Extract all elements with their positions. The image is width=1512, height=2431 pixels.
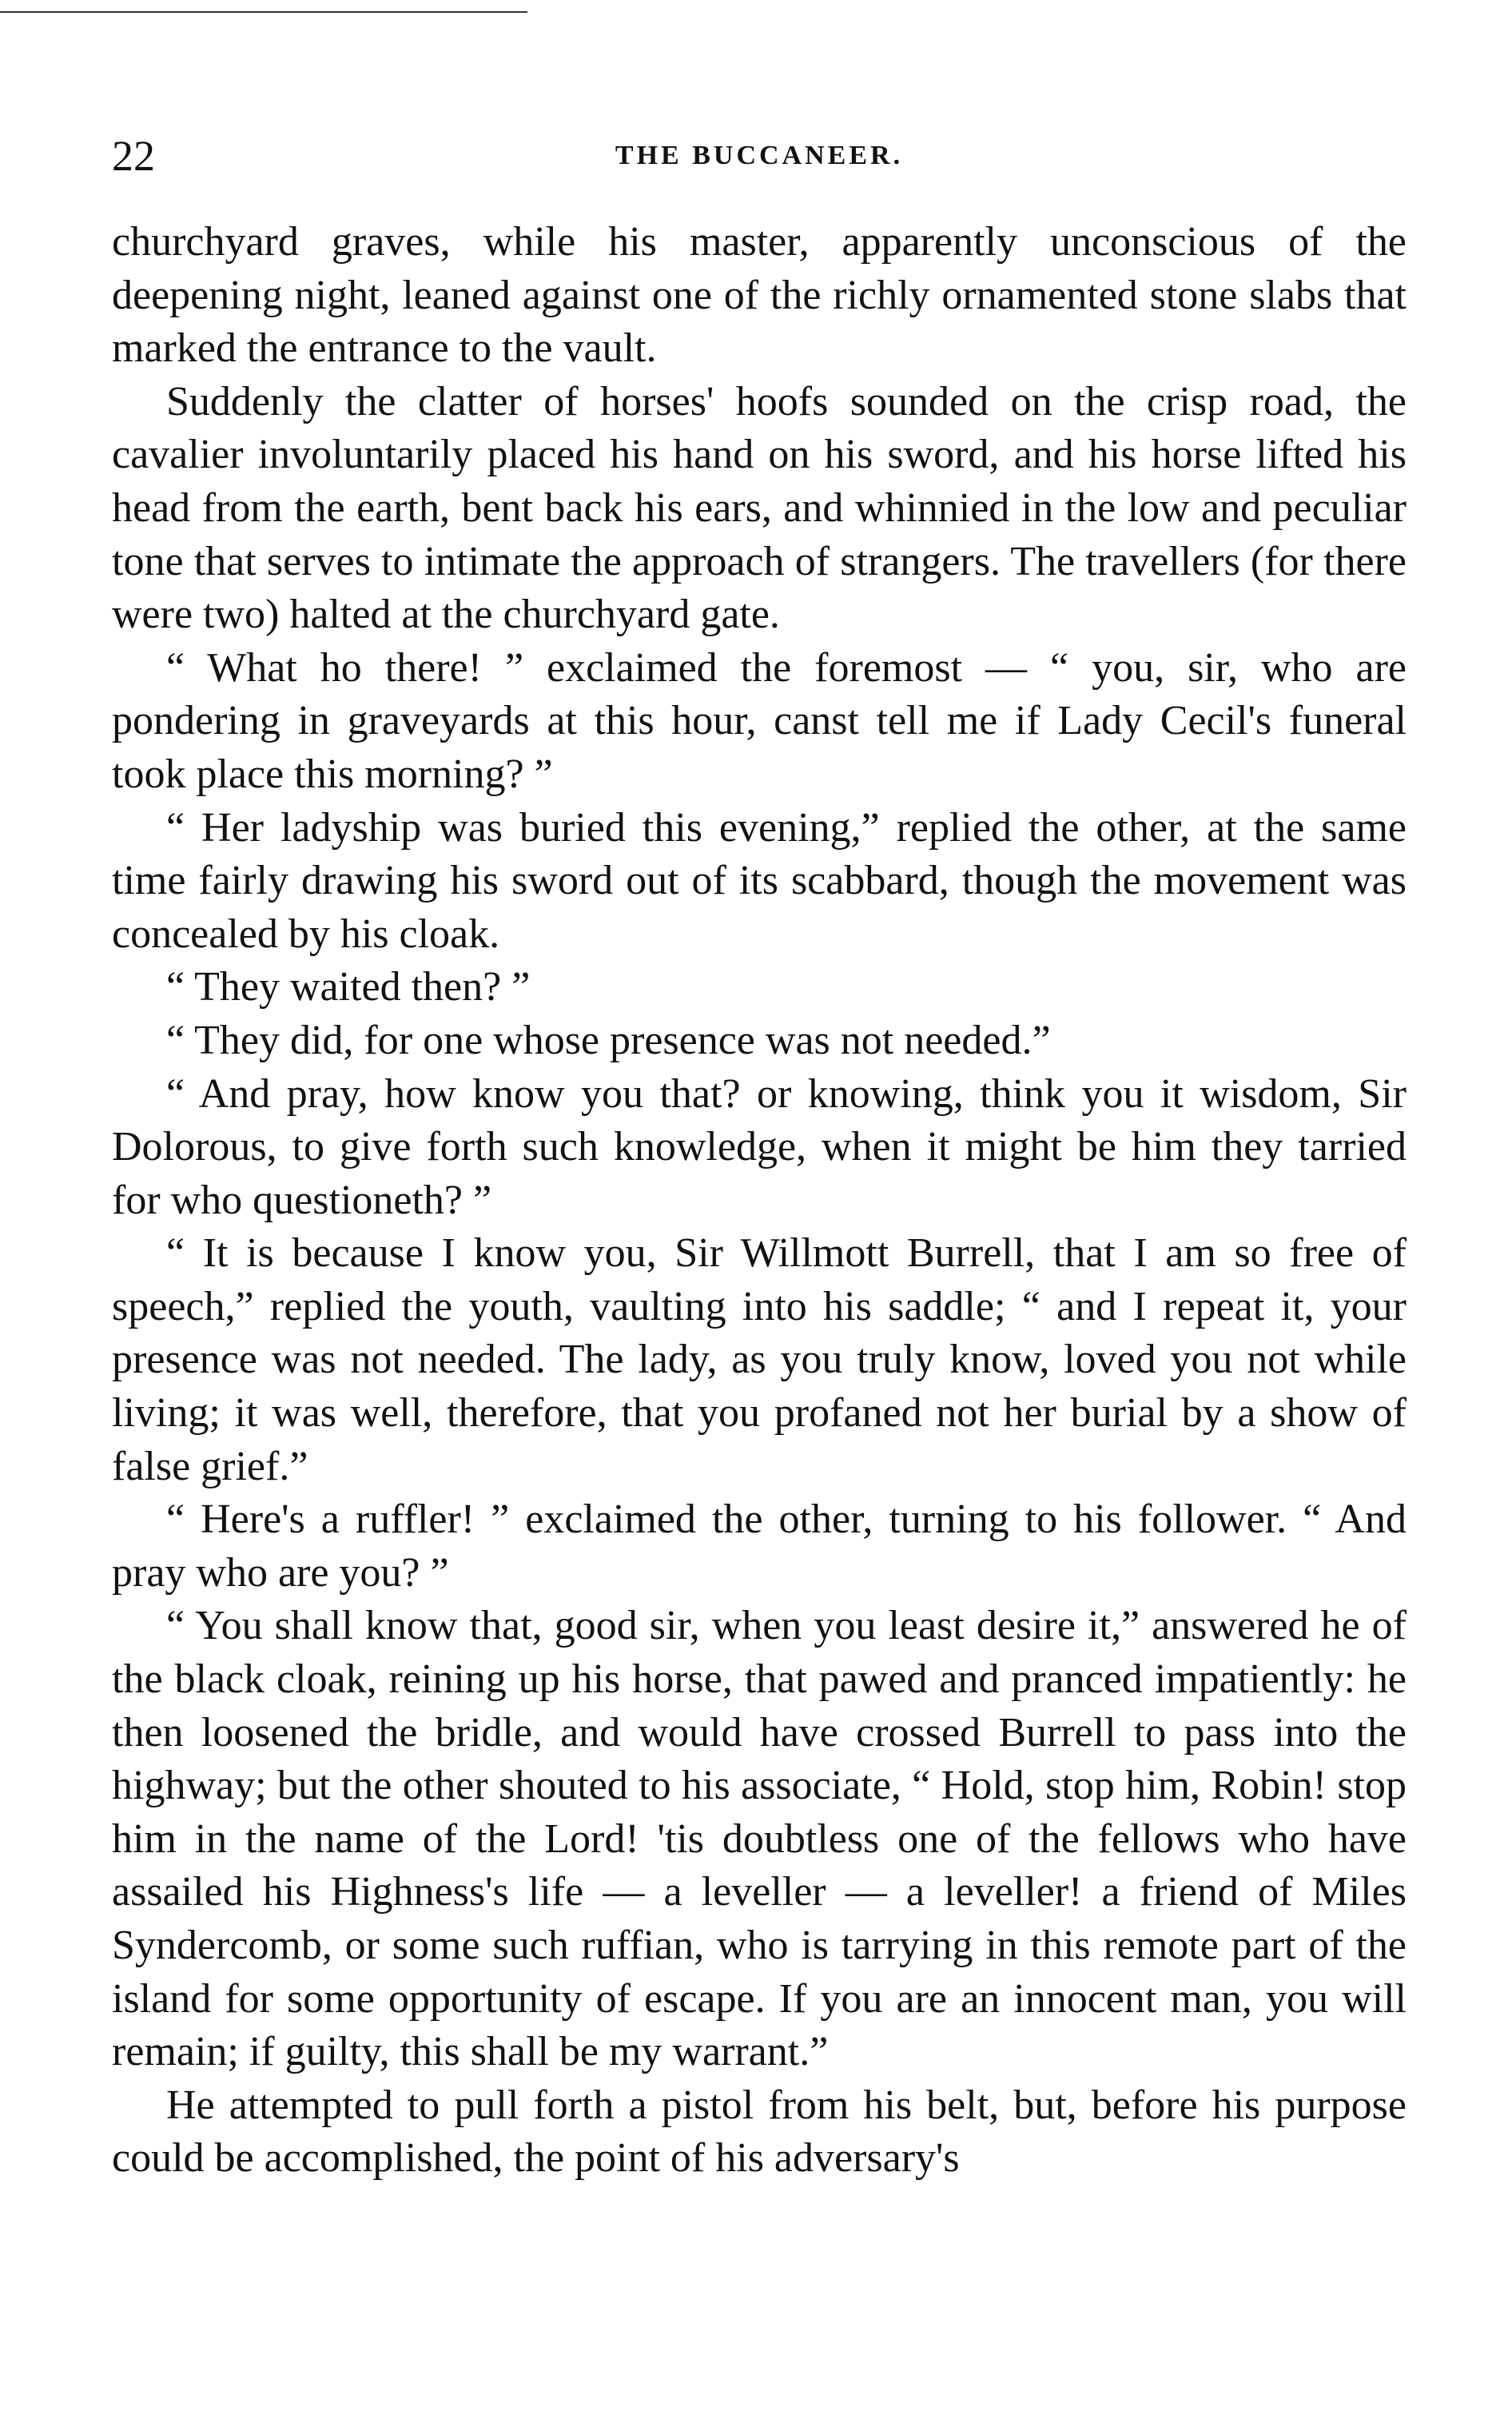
page-number: 22 — [112, 132, 155, 180]
paragraph: “ Her ladyship was buried this evening,” replied the other, at the same time fairly drawing his sword out of its scabbard, though the movement was concealed by his cloak. — [112, 804, 1407, 957]
running-head: THE BUCCANEER. — [615, 141, 904, 170]
paragraph: churchyard graves, while his master, apparently unconscious of the deepening night, leaned against one of the richly ornamented stone slabs that marked the entrance to the vault. — [112, 219, 1407, 372]
paragraph: Suddenly the clatter of horses' hoofs sounded on the crisp road, the cavalier involuntarily placed his hand on his sword, and his horse lifted his head from the earth, bent back his ears, and whinnied in the low and peculiar tone that serves to intimate the approach of strangers. The travellers (for there were two) halted at the churchyard gate. — [112, 378, 1407, 638]
top-rule — [0, 11, 527, 13]
page-header — [112, 128, 1407, 184]
body-text — [112, 216, 1407, 2186]
paragraph: “ You shall know that, good sir, when you least desire it,” answered he of the black cloak, reining up his horse, that pawed and pranced impatiently: he then loosened the bridle, and would have crossed Burrell to pass into the highway; but the other shouted to his associate, “ Hold, stop him, Robin! stop him in the name of the Lord! 'tis doubtless one of the fellows who have assailed his Highness's life — a leveller — a leveller! a friend of Miles Syndercomb, or some such ruffian, who is tarrying in this remote part of the island for some opportunity of escape. If you are an innocent man, you will remain; if guilty, this shall be my warrant.” — [112, 1603, 1407, 2075]
paragraph: “ They waited then? ” — [166, 964, 531, 1010]
paragraph: “ What ho there! ” exclaimed the foremost — “ you, sir, who are pondering in graveyards at this hour, canst tell me if Lady Cecil's funeral took place this morning? ” — [112, 644, 1407, 797]
paragraph: He attempted to pull forth a pistol from his belt, but, before his purpose could be accomplished, the point of his adversary's — [112, 2082, 1407, 2182]
paragraph: “ And pray, how know you that? or knowing, think you it wisdom, Sir Dolorous, to give forth such knowledge, when it might be him they tarried for who questioneth? ” — [112, 1070, 1407, 1223]
paragraph: “ They did, for one whose presence was not needed.” — [166, 1017, 1051, 1063]
paragraph: “ Here's a ruffler! ” exclaimed the other, turning to his follower. “ And pray who are you? ” — [112, 1496, 1407, 1596]
paragraph: “ It is because I know you, Sir Willmott Burrell, that I am so free of speech,” replied the youth, vaulting into his saddle; “ and I repeat it, your presence was not needed. The lady, as you truly know, loved you not while living; it was well, therefore, that you profaned not her burial by a show of false grief.” — [112, 1230, 1407, 1489]
